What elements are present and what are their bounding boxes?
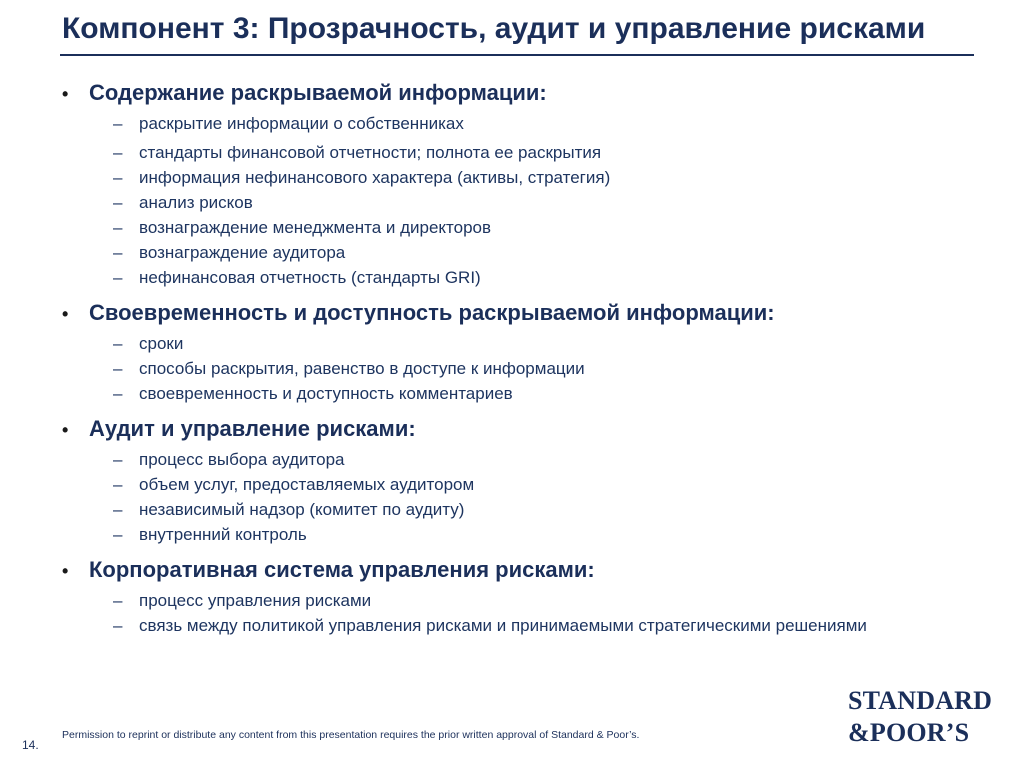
list-item-text: процесс выбора аудитора	[139, 450, 345, 469]
bullet-icon: •	[62, 304, 69, 324]
list-item	[113, 613, 962, 638]
dash-icon: –	[113, 359, 123, 378]
section-timeliness	[62, 298, 962, 406]
list-item	[62, 331, 962, 356]
dash-icon: –	[113, 475, 123, 494]
list-item	[62, 215, 962, 240]
dash-icon: –	[113, 525, 123, 544]
list-item-text: независимый надзор (комитет по аудиту)	[139, 500, 465, 519]
list-item-text: анализ рисков	[139, 193, 253, 212]
list-item	[62, 240, 962, 265]
dash-icon: –	[113, 193, 123, 212]
slide-content	[62, 78, 962, 638]
dash-icon: –	[113, 268, 123, 287]
section-heading	[62, 78, 962, 109]
section-heading-text: Корпоративная система управления рисками:	[89, 557, 595, 582]
dash-icon: –	[113, 218, 123, 237]
list-item	[62, 522, 962, 547]
list-item	[62, 111, 962, 136]
list-item	[62, 497, 962, 522]
page-number: 14.	[22, 738, 39, 752]
dash-icon: –	[113, 168, 123, 187]
dash-icon: –	[113, 143, 123, 162]
dash-icon: –	[113, 616, 123, 635]
dash-icon: –	[113, 114, 123, 133]
logo-line-standard: STANDARD	[848, 686, 993, 715]
section-risk-management-system	[62, 555, 962, 638]
list-item	[62, 140, 962, 165]
section-heading-text: Своевременность и доступность раскрываемой информации:	[89, 300, 775, 325]
list-item-text: сроки	[139, 334, 184, 353]
logo-line-poors: &POOR’S	[848, 718, 970, 747]
dash-icon: –	[113, 384, 123, 403]
section-disclosure-content	[62, 78, 962, 290]
item-list	[62, 331, 962, 406]
list-item	[62, 356, 962, 381]
list-item	[62, 165, 962, 190]
item-list	[62, 111, 962, 290]
section-audit-risk	[62, 414, 962, 547]
item-list	[62, 588, 962, 638]
list-item	[62, 588, 962, 613]
section-heading	[62, 414, 962, 445]
list-item	[62, 190, 962, 215]
section-heading-text: Содержание раскрываемой информации:	[89, 80, 547, 105]
dash-icon: –	[113, 500, 123, 519]
permission-notice: Permission to reprint or distribute any content from this presentation requires the prior written approval of Standard & Poor’s.	[62, 729, 640, 741]
bullet-icon: •	[62, 84, 69, 104]
bullet-icon: •	[62, 561, 69, 581]
section-heading	[62, 555, 962, 586]
list-item-text: своевременность и доступность комментариев	[139, 384, 513, 403]
dash-icon: –	[113, 450, 123, 469]
list-item-text: нефинансовая отчетность (стандарты GRI)	[139, 268, 481, 287]
bullet-icon: •	[62, 420, 69, 440]
standard-and-poors-logo	[848, 686, 1000, 748]
list-item-text: раскрытие информации о собственниках	[139, 114, 464, 133]
list-item-text: вознаграждение менеджмента и директоров	[139, 218, 492, 237]
dash-icon: –	[113, 334, 123, 353]
list-item-text: связь между политикой управления рисками и принимаемыми стратегическими решениями	[139, 616, 867, 635]
list-item-text: объем услуг, предоставляемых аудитором	[139, 475, 475, 494]
title-divider	[60, 54, 974, 56]
list-item-text: стандарты финансовой отчетности; полнота ее раскрытия	[139, 143, 602, 162]
list-item-text: процесс управления рисками	[139, 591, 372, 610]
section-heading-text: Аудит и управление рисками:	[89, 416, 416, 441]
slide-title: Компонент 3: Прозрачность, аудит и управление рисками	[62, 12, 926, 45]
list-item-text: внутренний контроль	[139, 525, 307, 544]
list-item-text: способы раскрытия, равенство в доступе к информации	[139, 359, 585, 378]
list-item-text: вознаграждение аудитора	[139, 243, 346, 262]
list-item	[62, 265, 962, 290]
section-heading	[62, 298, 962, 329]
list-item	[62, 381, 962, 406]
item-list	[62, 447, 962, 547]
list-item	[62, 447, 962, 472]
list-item-text: информация нефинансового характера (активы, стратегия)	[139, 168, 611, 187]
dash-icon: –	[113, 591, 123, 610]
dash-icon: –	[113, 243, 123, 262]
list-item	[62, 472, 962, 497]
